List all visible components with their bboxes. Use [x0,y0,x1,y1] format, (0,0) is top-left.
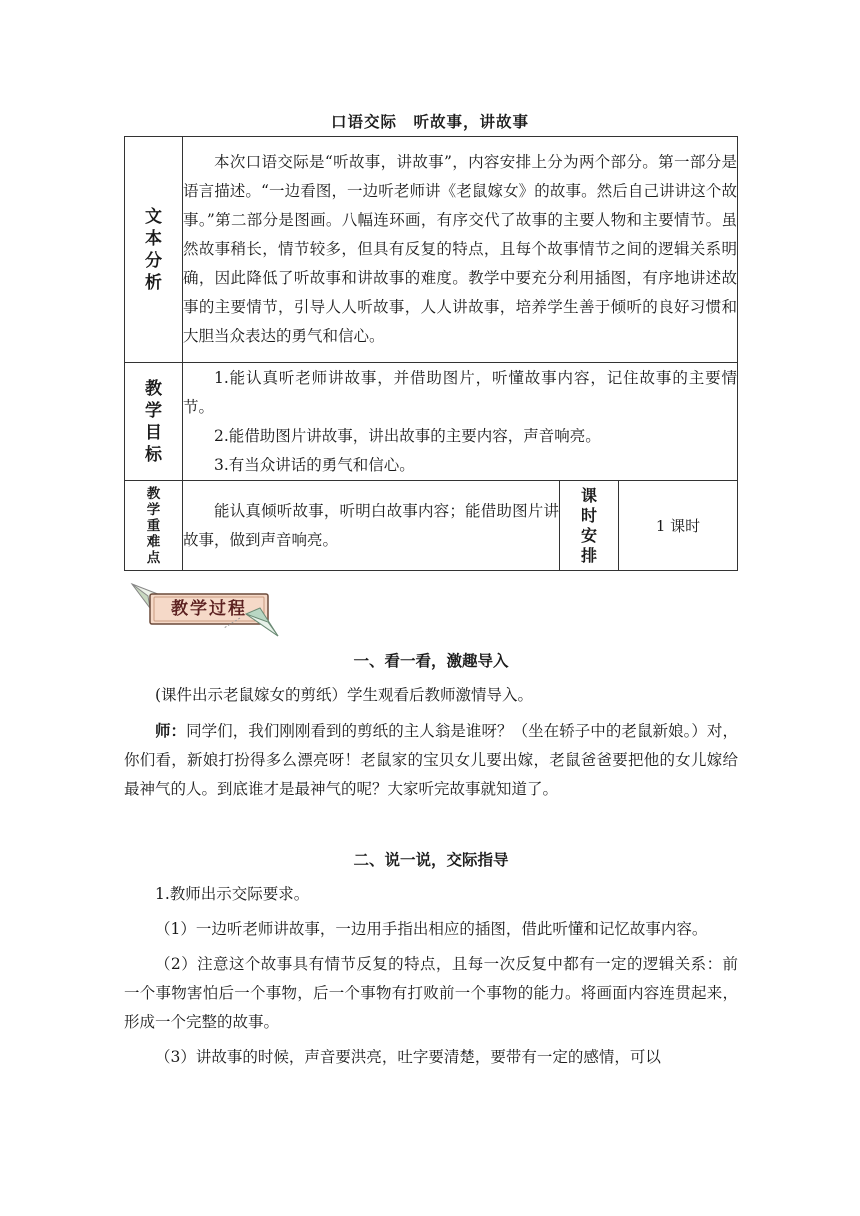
goal-item-1: 1.能认真听老师讲故事，并借助图片，听懂故事内容，记住故事的主要情节。 [183,368,737,416]
table-row-goals [125,363,738,481]
label-goals [125,363,183,481]
label-key-points [125,481,183,571]
section-2-paragraph-4: （3）讲故事的时候，声音要洪亮，吐字要清楚，要带有一定的感情，可以 [155,1048,661,1066]
section-1 [124,646,738,804]
label-key-points-text: 教学重难点 [146,485,161,566]
section-2-paragraph-3: （2）注意这个故事具有情节反复的特点，且每一次反复中都有一定的逻辑关系：前一个事物害怕后一个事物，后一个事物有打败前一个事物的能力。将画面内容连贯起来，形成一个完整的故事。 [124,955,738,1031]
teaching-process-banner [128,578,282,640]
key-points-content: 能认真倾听故事，听明白故事内容；能借助图片讲故事，做到声音响亮。 [183,501,559,549]
section-1-paragraph-2 [124,716,738,804]
goals-cell [183,363,738,481]
section-1-paragraph-1: (课件出示老鼠嫁女的剪纸）学生观看后教师激情导入。 [155,686,534,704]
table-row-key-points [125,481,738,571]
label-text-analysis [125,137,183,363]
label-schedule-text: 课时安排 [580,485,597,565]
text-analysis-content: 本次口语交际是“听故事，讲故事”，内容安排上分为两个部分。第一部分是语言描述。“一边看图，一边听老师讲《老鼠嫁女》的故事。然后自己讲讲这个故事。”第二部分是图画。八幅连环画，有序交代了故事的主要人物和主要情节。虽然故事稍长，情节较多，但具有反复的特点，且每个故事情节之间的逻辑关系明确，因此降低了听故事和讲故事的难度。教学中要充分利用插图，有序地讲述故事的主要情节，引导人人听故事，人人讲故事，培养学生善于倾听的良好习惯和大胆当众表达的勇气和信心。 [183,153,737,345]
goal-item-2: 2.能借助图片讲故事，讲出故事的主要内容，声音响亮。 [214,426,601,445]
page-title: 口语交际 听故事，讲故事 [330,112,529,131]
section-2-paragraph-2: （1）一边听老师讲故事，一边用手指出相应的插图，借此听懂和记忆故事内容。 [155,920,708,938]
schedule-value: 1 课时 [619,481,738,571]
label-schedule [560,481,619,571]
label-text-analysis-text: 文本分析 [145,206,162,293]
key-points-cell [183,481,560,571]
section-1-paragraph-2-text: 同学们，我们刚刚看到的剪纸的主人翁是谁呀？（坐在轿子中的老鼠新娘。）对，你们看，新娘打扮得多么漂亮呀！老鼠家的宝贝女儿要出嫁，老鼠爸爸要把他的女儿嫁给最神气的人。到底谁才是最神气的呢？大家听完故事就知道了。 [124,722,738,798]
section-2-heading: 二、说一说，交际指导 [353,850,509,869]
banner-label: 教学过程 [171,599,247,619]
speaker-teacher: 师： [155,721,187,740]
section-2-paragraph-1: 1.教师出示交际要求。 [155,885,310,903]
section-1-heading: 一、看一看，激趣导入 [353,651,509,670]
section-2 [124,845,738,1072]
label-goals-text: 教学目标 [145,378,162,465]
table-row-text-analysis [125,137,738,363]
text-analysis-cell [183,137,738,363]
goal-item-3: 3.有当众讲话的勇气和信心。 [214,455,415,474]
lesson-plan-table [124,136,738,571]
